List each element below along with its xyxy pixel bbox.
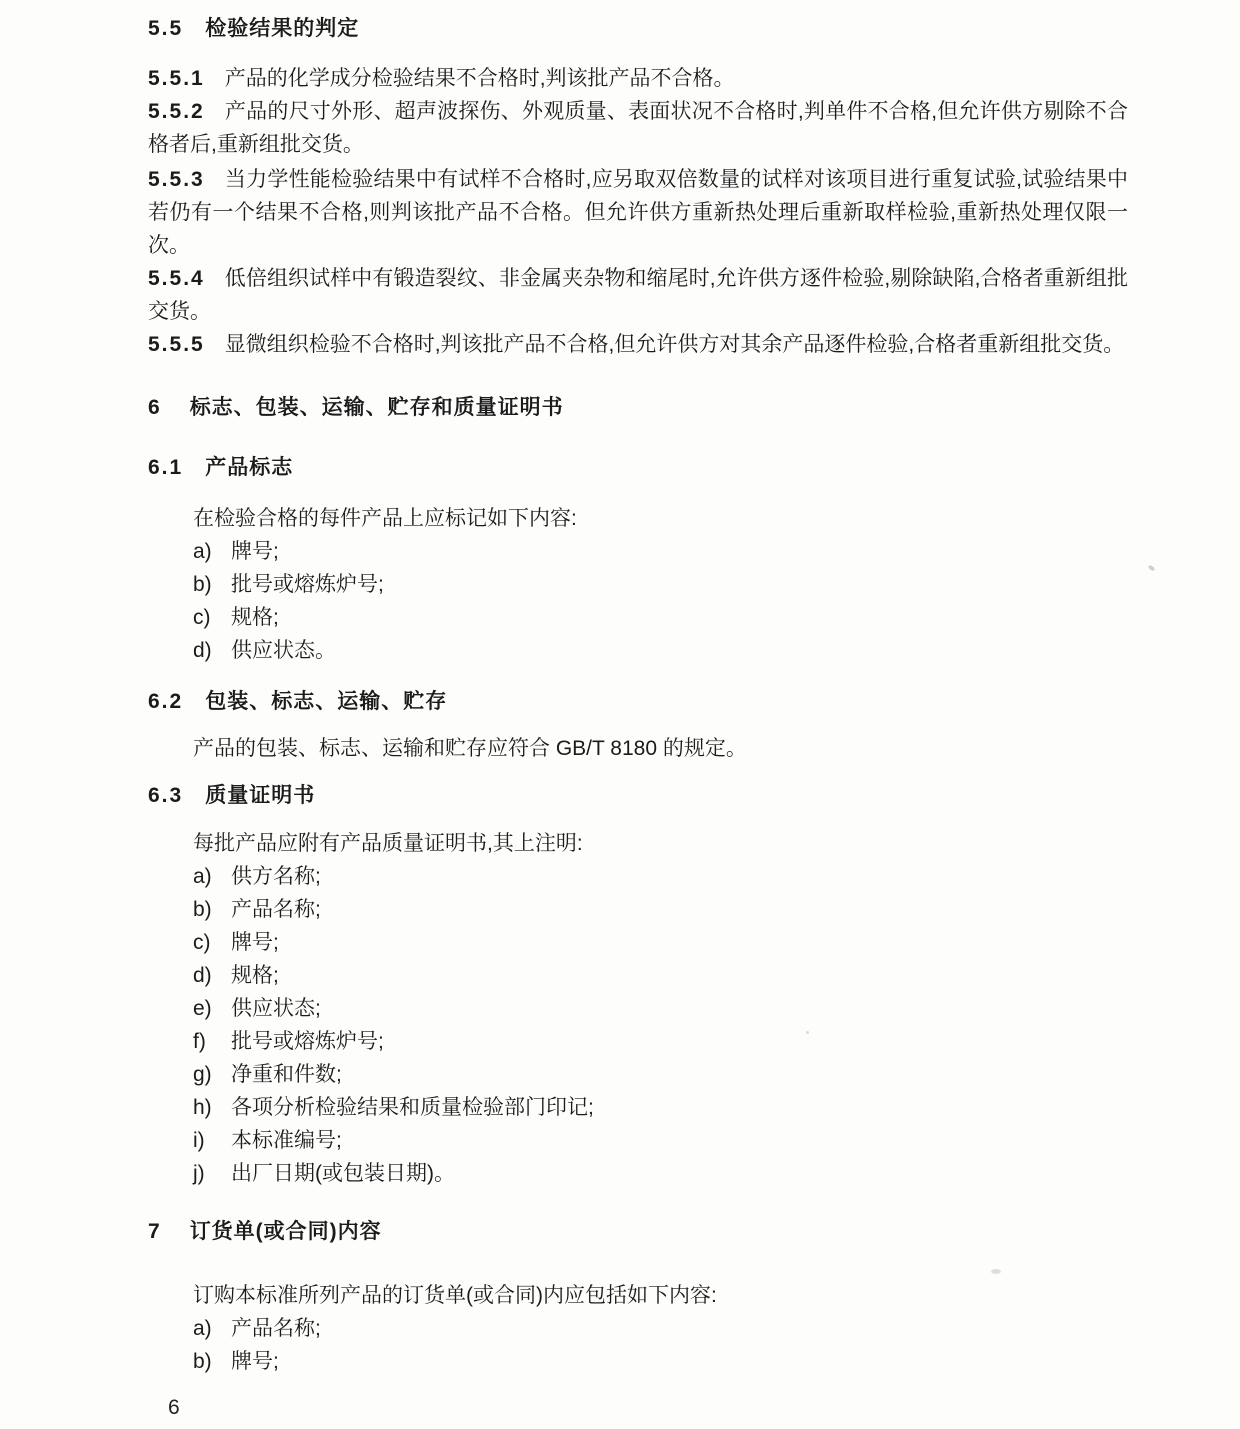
list-marker: a)	[193, 865, 212, 888]
text: 牌号;	[231, 1350, 279, 1373]
clause-number: 5.5.1	[148, 67, 205, 90]
page-number: 6	[168, 1396, 180, 1419]
paragraph	[148, 732, 1128, 765]
text: 规格;	[231, 606, 279, 629]
list-marker: h)	[193, 1096, 212, 1119]
text: 净重和件数;	[231, 1063, 342, 1086]
paragraph	[148, 827, 1128, 860]
list-item	[148, 1124, 1128, 1157]
list-item	[148, 1345, 1128, 1378]
text: 供应状态。	[231, 639, 336, 662]
text: 显微组织检验不合格时,判该批产品不合格,但允许供方对其余产品逐件检验,合格者重新组批交货。	[224, 333, 1125, 356]
clause-heading	[148, 12, 1128, 45]
list-item	[148, 634, 1128, 667]
list-item	[148, 1312, 1128, 1345]
paragraph	[148, 262, 1128, 328]
text: 产品标志	[205, 456, 294, 479]
text: 标志、包装、运输、贮存和质量证明书	[189, 396, 564, 419]
text: 供方名称;	[231, 865, 321, 888]
clause-number: 7	[148, 1220, 162, 1243]
text: 批号或熔炼炉号;	[231, 1030, 384, 1053]
text: 当力学性能检验结果中有试样不合格时,应另取双倍数量的试样对该项目进行重复试验,试验结果中若仍有一个结果不合格,则判该批产品不合格。但允许供方重新热处理后重新取样检验,重新热处理仅限一次。	[148, 168, 1128, 257]
clause-number: 6.1	[148, 456, 184, 479]
list-item	[148, 568, 1128, 601]
chapter-heading	[148, 391, 1128, 424]
list-item	[148, 1058, 1128, 1091]
list-item	[148, 926, 1128, 959]
paragraph	[148, 328, 1128, 361]
text: 产品名称;	[231, 898, 321, 921]
text: 质量证明书	[205, 784, 316, 807]
text: 订货单(或合同)内容	[189, 1220, 382, 1243]
list-marker: j)	[193, 1162, 205, 1185]
list-marker: d)	[193, 639, 212, 662]
chapter-heading	[148, 1215, 1128, 1248]
list-item	[148, 1091, 1128, 1124]
list-marker: a)	[193, 1317, 212, 1340]
text: 批号或熔炼炉号;	[231, 573, 384, 596]
clause-number: 5.5.2	[148, 100, 205, 123]
text: 产品的尺寸外形、超声波探伤、外观质量、表面状况不合格时,判单件不合格,但允许供方剔除不合格者后,重新组批交货。	[148, 100, 1128, 156]
text: 牌号;	[231, 540, 279, 563]
clause-number: 5.5	[148, 17, 184, 40]
list-marker: c)	[193, 606, 211, 629]
list-marker: i)	[193, 1129, 205, 1152]
text: 订购本标准所列产品的订货单(或合同)内应包括如下内容:	[193, 1284, 717, 1307]
clause-number: 5.5.4	[148, 267, 205, 290]
clause-heading	[148, 685, 1128, 718]
clause-number: 5.5.5	[148, 333, 205, 356]
paragraph	[148, 95, 1128, 161]
list-item	[148, 535, 1128, 568]
list-marker: g)	[193, 1063, 212, 1086]
paragraph	[148, 62, 1128, 95]
text: 低倍组织试样中有锻造裂纹、非金属夹杂物和缩尾时,允许供方逐件检验,剔除缺陷,合格者重新组批交货。	[148, 267, 1128, 323]
text: 本标准编号;	[231, 1129, 342, 1152]
list-marker: a)	[193, 540, 212, 563]
list-marker: b)	[193, 898, 212, 921]
list-item	[148, 893, 1128, 926]
list-item	[148, 1025, 1128, 1058]
list-item	[148, 992, 1128, 1025]
text: 供应状态;	[231, 997, 321, 1020]
text: 产品名称;	[231, 1317, 321, 1340]
text: 在检验合格的每件产品上应标记如下内容:	[193, 507, 577, 530]
paragraph	[148, 163, 1128, 262]
clause-number: 6	[148, 396, 162, 419]
clause-number: 5.5.3	[148, 168, 205, 191]
list-marker: b)	[193, 573, 212, 596]
scan-artifact	[991, 1269, 1001, 1274]
clause-heading	[148, 779, 1128, 812]
scan-artifact	[806, 1031, 809, 1034]
text: 包装、标志、运输、贮存	[205, 690, 448, 713]
clause-heading	[148, 451, 1128, 484]
text: 规格;	[231, 964, 279, 987]
list-marker: b)	[193, 1350, 212, 1373]
text: 每批产品应附有产品质量证明书,其上注明:	[193, 832, 583, 855]
list-marker: e)	[193, 997, 212, 1020]
text: 各项分析检验结果和质量检验部门印记;	[231, 1096, 594, 1119]
text: 产品的化学成分检验结果不合格时,判该批产品不合格。	[224, 67, 735, 90]
list-marker: c)	[193, 931, 211, 954]
text: 牌号;	[231, 931, 279, 954]
paragraph	[148, 1279, 1128, 1312]
scan-artifact	[1147, 564, 1155, 571]
list-item	[148, 959, 1128, 992]
list-item	[148, 601, 1128, 634]
list-marker: d)	[193, 964, 212, 987]
list-marker: f)	[193, 1030, 206, 1053]
clause-number: 6.2	[148, 690, 184, 713]
document-body	[148, 0, 1128, 1378]
text: 检验结果的判定	[205, 17, 360, 40]
text: 出厂日期(或包装日期)。	[231, 1162, 455, 1185]
clause-number: 6.3	[148, 784, 184, 807]
text: 产品的包装、标志、运输和贮存应符合 GB/T 8180 的规定。	[193, 737, 747, 760]
paragraph	[148, 502, 1128, 535]
list-item	[148, 860, 1128, 893]
list-item	[148, 1157, 1128, 1190]
